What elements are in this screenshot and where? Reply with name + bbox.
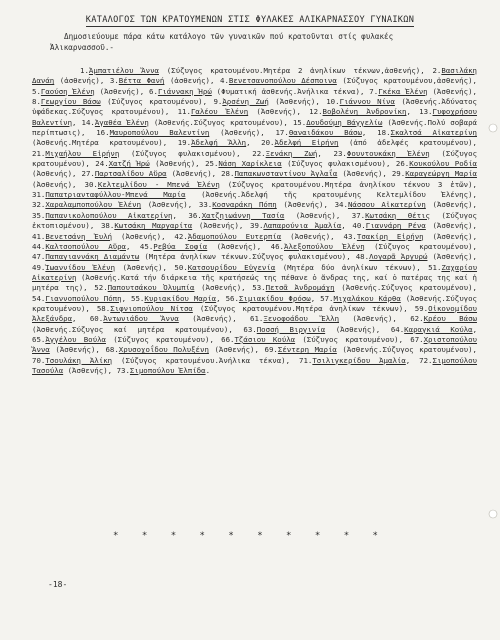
entry-note: (Σύζυγος κρατουμένου.Μητέρα ἀνηλίκων τέκνων) bbox=[192, 303, 404, 313]
entry-number: 63. bbox=[243, 324, 257, 334]
entry-name: Χατζηιωάννη Τασία bbox=[201, 210, 285, 220]
entry-name: Ἀντωνιάδου Ἄννα bbox=[103, 314, 179, 324]
entry-name: Κωτσάκη Θέτις bbox=[365, 210, 430, 220]
list-item: 33.Κοσναράκη Πόπη (Ἀσθενής), bbox=[198, 200, 335, 210]
entry-name: Καραγκιά Κούλα bbox=[404, 324, 473, 334]
entry-name: Κρέου Βάσω bbox=[423, 314, 477, 324]
entry-number: 23. bbox=[333, 148, 347, 158]
entry-name: Τζάσιου Κούλα bbox=[234, 334, 296, 344]
entry-name: Σιφνιοπούλου Νίτσα bbox=[110, 303, 193, 313]
entry-number: 30. bbox=[84, 179, 98, 189]
entry-number: 56. bbox=[225, 293, 239, 303]
entry-note: (Σύζυγος φυλακισμένου) bbox=[119, 148, 237, 158]
list-item: 39.Λαπαρούνια Ἀμαλία, bbox=[250, 221, 353, 231]
entry-number: 22. bbox=[252, 148, 266, 158]
entry-name: Νάση Χαρίκλεια bbox=[218, 159, 282, 169]
entry-number: 41. bbox=[32, 231, 46, 241]
entry-number: 27. bbox=[81, 169, 95, 179]
list-item: 2.Βασιλάκη Δανάη (ἀσθενής), bbox=[32, 66, 477, 86]
entry-number: 15. bbox=[292, 117, 307, 127]
entry-note: (Σύζυγος κρατουμένου) bbox=[32, 148, 478, 169]
list-item: 38.Κωτσάκη Μαργαρίτα (Ἀσθενής), bbox=[100, 221, 251, 231]
entry-name: Βενετσάνη Ἐυλή bbox=[45, 231, 113, 241]
entry-note: (Ἀσθενής) bbox=[427, 252, 473, 262]
list-item: 35.Παπανικολοπούλου Αἰκατερίνη, bbox=[32, 210, 189, 220]
list-item: 24.Χατζή Ἡρώ (Ἀσθενής), bbox=[95, 159, 206, 169]
entry-number: 19. bbox=[177, 138, 192, 148]
entry-name: Σιμοπούλου Ἐλπίδα bbox=[129, 365, 206, 375]
entry-name: Σέντερη Μαρία bbox=[277, 345, 337, 355]
entry-number: 32. bbox=[32, 200, 46, 210]
list-item: 14.Ἀγαθέα Ἑλένη (Ἀσθενής.Σύζυγος κρατουμένου), bbox=[81, 117, 293, 127]
entry-number: 14. bbox=[81, 117, 95, 127]
entry-name: Κυριακίδου Μαρία bbox=[144, 293, 217, 303]
list-item: 44.Καλτσοπούλου Αὔρα, bbox=[32, 241, 140, 251]
list-item: 54.Γιαννοπούλου Πόπη, bbox=[32, 293, 132, 303]
entry-note: (Ἀσθενής) bbox=[268, 97, 316, 107]
list-item: 19.Ἀδελφή Ἄλλη, bbox=[177, 138, 262, 148]
entry-number: 17. bbox=[275, 128, 289, 138]
list-item: 25.Νάση Χαρίκλεια (Σύζυγος φυλακισμένου), bbox=[205, 159, 396, 169]
entry-note: (Ἀσθενής) bbox=[94, 86, 140, 96]
entry-note: (Ἀσθενής) bbox=[32, 169, 73, 179]
list-item: 32.Χαραλαμποπούλου Ἑλένη (Ἀσθενής), bbox=[32, 200, 199, 210]
entry-number: 39. bbox=[250, 221, 264, 231]
entry-name: Σιμιακίδου Φρόσω bbox=[238, 293, 311, 303]
list-item: 65.Ἀγγέλου Βούλα (Σύζυγος κρατουμένου), bbox=[32, 334, 222, 344]
entry-number: 61. bbox=[250, 314, 264, 324]
entry-note: (Μητέρα δύο ἀνηλίκων τέκνων) bbox=[275, 262, 417, 272]
list-item: 36.Χατζηιωάννη Τασία (Ἀσθενής), bbox=[188, 210, 352, 220]
entry-note: (Σύζυγος κρατουμένου) bbox=[364, 241, 473, 251]
entry-name: Κατσουρίδου Εὐγενία bbox=[187, 262, 276, 272]
entry-name: Τσακίρη Εἰρήνη bbox=[356, 231, 424, 241]
list-item: 60.Ἀντωνιάδου Ἄννα (Ἀσθενής), bbox=[89, 314, 251, 324]
entry-number: 57. bbox=[320, 293, 334, 303]
list-item: 27.Παρτσαλίδου Αὔρα (Ἀσθενής), bbox=[81, 169, 222, 179]
list-item: 30.Κελτεμλίδου - Μπενά Ἑλένη (Σύζυγος κρατουμένου.Μητέρα ἀνηλίκου τέκνου 3 ἐτῶν), bbox=[84, 179, 477, 189]
entry-name: Πετσᾶ Ἀνδρομάχη bbox=[265, 283, 335, 293]
entry-number: 45. bbox=[139, 241, 154, 251]
entry-name: Ἀδαμοπούλου Ευτερπία bbox=[187, 231, 282, 241]
entry-note: (Ἀσθενής) bbox=[425, 200, 473, 210]
list-item: 57.Μιχαλάκου Κάρθα (Ἀσθενής.Σύζυγος κρατουμένου), bbox=[32, 293, 477, 313]
entry-number: 3. bbox=[109, 76, 119, 86]
entry-name: Ἰωαννίδου Ἑλένη bbox=[45, 262, 116, 272]
entry-number: 38. bbox=[100, 221, 115, 231]
entry-name: Ἀγγέλου Βούλα bbox=[45, 334, 106, 344]
entry-number: 20. bbox=[261, 138, 275, 148]
entry-name: Κουκούλου Ροδία bbox=[409, 159, 477, 169]
entry-name: Κελτεμλίδου - Μπενά Ἑλένη bbox=[97, 179, 220, 189]
list-item: 12.Βοβολένη Ἀνδρονίκη, bbox=[309, 107, 420, 117]
entry-name: Γιάννου Νίνα bbox=[339, 97, 395, 107]
entry-name: Ζαχαρίου Αἰκατερίνη bbox=[32, 262, 478, 282]
entry-note: (Ἀσθενής.Σύζυγος κρατουμένου) bbox=[148, 117, 284, 127]
list-item: 47.Παπαγιαννάκη Διαμάντω (Μητέρα ἀνηλίκων τέκνων.Σύζυγος φυλακισμένου), bbox=[32, 252, 356, 262]
entry-name: Καλτσοπούλου Αὔρα bbox=[45, 241, 127, 251]
entry-name: Παπατριανταφύλλου-Μπενά Μαρία bbox=[45, 190, 186, 200]
entry-number: 47. bbox=[32, 252, 46, 262]
list-item: 41.Βενετσάνη Ἐυλή (Ἀσθενής), bbox=[32, 231, 175, 241]
list-item: 68.Χρυσοχοΐδου Πολυξένη (Ἀσθενής), bbox=[105, 345, 265, 355]
entry-number: 44. bbox=[32, 241, 46, 251]
list-item: 23.Φουντουκάκη Ἑλένη (Σύζυγος κρατουμένου), bbox=[32, 148, 478, 169]
list-item: 16.Μαυροπούλου Βαλεντίνη (Ἀσθενής), bbox=[96, 128, 276, 138]
entry-note: (Σύζυγος φυλακισμένου) bbox=[281, 159, 387, 169]
entry-number: 64. bbox=[390, 324, 405, 334]
list-item: 67.Χριστοπούλου Ἄννα (Ἀσθενής), bbox=[32, 334, 478, 355]
list-item: 28.Παπακωνσταντίνου Ἀγλαΐα (Ἀσθενής), bbox=[221, 169, 392, 179]
entry-number: 73. bbox=[116, 365, 130, 375]
list-item: 4.Βενετσανοπούλου Δέσποινα (Σύζυγος κρατουμένου,ἀσθενής), bbox=[220, 76, 477, 86]
entry-number: 8. bbox=[32, 97, 41, 107]
entry-number: 46. bbox=[270, 241, 284, 251]
entry-name: Βασιλάκη Δανάη bbox=[32, 66, 477, 86]
entry-note: (Ἀσθενής) bbox=[63, 365, 108, 375]
entry-number: 72. bbox=[419, 355, 433, 365]
entry-note: (ἀσθενής) bbox=[54, 76, 100, 86]
entry-name: Ἀγαθέα Ἑλένη bbox=[94, 117, 149, 127]
entry-note: (Ἀσθενής) bbox=[49, 345, 96, 355]
entry-note: (Σύζυγος κρατουμένου.Μητέρα ἀνηλίκου τέκνου 3 ἐτῶν) bbox=[219, 179, 473, 189]
entry-number: 5. bbox=[32, 86, 41, 96]
list-item: 5.Γαούση Ἑλένη (Ἀσθενής), bbox=[32, 86, 150, 96]
entry-number: 69. bbox=[264, 345, 278, 355]
entry-note: (Ἀσθενής.Πολύ σοβαρά περίπτωσις) bbox=[32, 117, 477, 138]
entry-name: Γαούση Ἑλένη bbox=[40, 86, 95, 96]
entry-note: (Σύζυγος ἐκτοπισμένου) bbox=[32, 210, 477, 231]
list-item: 64.Καραγκιά Κούλα, bbox=[390, 324, 478, 334]
list-item: 7.Γκέκα Ἑλένη (Ἀσθενής), bbox=[369, 86, 477, 96]
entry-number: 10. bbox=[326, 97, 340, 107]
entry-number: 36. bbox=[188, 210, 202, 220]
entry-number: 16. bbox=[96, 128, 110, 138]
entry-name: Χρυσοχοΐδου Πολυξένη bbox=[118, 345, 209, 355]
entry-note: (Ἀσθενής) bbox=[423, 231, 473, 241]
entry-note: (Ἀσθενής) bbox=[284, 210, 336, 220]
list-item: 9.Ἀρσένη Ζωή (Ἀσθενής), bbox=[213, 97, 327, 107]
entry-note: (Ἀσθενής) bbox=[276, 200, 324, 210]
entry-name: Ἀρσένη Ζωή bbox=[222, 97, 269, 107]
entry-name: Γιάννακη Ἡρώ bbox=[157, 86, 212, 96]
entry-number: 59. bbox=[414, 303, 429, 313]
entry-number: 68. bbox=[105, 345, 119, 355]
entry-number: 34. bbox=[334, 200, 348, 210]
entry-name: Ἀδελφή Ἄλλη bbox=[191, 138, 247, 148]
entry-note: (Σύζυγος κρατουμένου) bbox=[100, 97, 203, 107]
entry-number: 18. bbox=[377, 128, 391, 138]
entry-note: (Ἀσθενής.Σύζυγος κρατουμένου) bbox=[334, 283, 473, 293]
list-item: 51.Ζαχαρίου Αἰκατερίνη (Ἀσθενής.Κατά τήν διάρκεια τῆς κρατήσεώς της πέθανε ὁ ἄνδρας της, καί ὁ πατέρας της καί ἡ μητέρα της), bbox=[32, 262, 478, 293]
list-item: 58.Σιφνιοπούλου Νίτσα (Σύζυγος κρατουμένου.Μητέρα ἀνηλίκων τέκνων), bbox=[96, 303, 415, 313]
list-item: 3.Βέττα Φανή (ἀσθενής), bbox=[109, 76, 221, 86]
list-item: 18.Σκαλτσά Αἰκατερίνη (Ἀσθενής.Μητέρα κρατουμένου), bbox=[32, 128, 477, 148]
list-item: 1.Ἀμπατιέλου Ἄννα (Σύζυγος κρατουμένου.Μητέρα 2 ἀνηλίκων τέκνων,ἀσθενής), bbox=[80, 66, 433, 75]
entry-number: 1. bbox=[80, 66, 89, 75]
entry-number: 11. bbox=[177, 107, 191, 117]
entry-note: (Ἀσθενής.Σύζυγος καί μητέρα κρατουμένου) bbox=[32, 324, 229, 334]
list-item: 15.Δουδούμη Βάγγελίω (Ἀσθενής.Πολύ σοβαρά περίπτωσις), bbox=[32, 117, 477, 138]
entry-name: Μιχαήλου Εἰρήνη bbox=[45, 148, 120, 158]
list-item: 37.Κωτσάκη Θέτις (Σύζυγος ἐκτοπισμένου), bbox=[32, 210, 477, 231]
entry-number: 13. bbox=[419, 107, 433, 117]
stars-divider: * * * * * * * * * * bbox=[113, 531, 387, 541]
entry-number: 70. bbox=[32, 355, 46, 365]
entry-number: 29. bbox=[391, 169, 406, 179]
entry-number: 21. bbox=[32, 148, 46, 158]
entry-note: (Σύζυγος κρατουμένου) bbox=[295, 334, 399, 344]
entry-number: 4. bbox=[220, 76, 229, 86]
list-item: 42.Ἀδαμοπούλου Ευτερπία (Ἀσθενής), bbox=[174, 231, 344, 241]
entry-number: 9. bbox=[213, 97, 223, 107]
list-item: 56.Σιμιακίδου Φρόσω, bbox=[225, 293, 321, 303]
entry-note: (ἀσθενής) bbox=[164, 76, 210, 86]
entry-name: Παπακωνσταντίνου Ἀγλαΐα bbox=[234, 169, 338, 179]
entry-number: 33. bbox=[198, 200, 213, 210]
entry-note: (Ἀσθενής) bbox=[112, 231, 162, 241]
entry-number: 37. bbox=[351, 210, 366, 220]
list-item: 73.Σιμοπούλου Ἐλπίδα. bbox=[116, 365, 211, 375]
entry-name: Γεωργίου Βάσω bbox=[40, 97, 101, 107]
entry-number: 7. bbox=[369, 86, 379, 96]
entry-name: Παπουτσάκου Ὀλυμπία bbox=[107, 283, 195, 293]
entry-number: 2. bbox=[432, 66, 442, 75]
entry-number: 54. bbox=[32, 293, 46, 303]
list-item: 26.Κουκούλου Ροδία (Ἀσθενής), bbox=[32, 159, 477, 179]
entry-name: Ξενοφοάδου Ἔλλη bbox=[263, 314, 340, 324]
entry-name: Γαλέου Ἑλένη bbox=[190, 107, 249, 117]
entry-note: (Ἀσθενής) bbox=[141, 200, 188, 210]
entry-name: Ποσσή Βιργινία bbox=[256, 324, 326, 334]
entry-name: Γιαννάρη Ρένα bbox=[365, 221, 426, 231]
entry-note: (Ἀσθενής) bbox=[281, 231, 331, 241]
page-number: -18- bbox=[48, 580, 68, 589]
list-item: 17.Θαναιδάκου Βάσω, bbox=[275, 128, 378, 138]
list-item: 71.Τσιλιγκερίδου Ἀμαλία, bbox=[299, 355, 420, 365]
entry-note: (Ἀσθενής) bbox=[192, 221, 239, 231]
list-item: 31.Παπατριανταφύλλου-Μπενά Μαρία (Ἀσθενής.Ἀδελφή τῆς κρατουμένης Κελτεμλίδου Ἑλένης), bbox=[32, 190, 477, 200]
entry-name: Νάσσου Αἰκατερίνη bbox=[347, 200, 426, 210]
list-item: 53.Πετσᾶ Ἀνδρομάχη (Ἀσθενής.Σύζυγος κρατουμένου), bbox=[252, 283, 477, 293]
entry-number: 65. bbox=[32, 334, 46, 344]
document-title bbox=[0, 15, 500, 25]
list-item: 62.Κρέου Βάσω (Ἀσθενής.Σύζυγος καί μητέρα κρατουμένου), bbox=[32, 314, 477, 334]
entry-number: 50. bbox=[174, 262, 188, 272]
list-item: 10.Γιάννου Νίνα (Ἀσθενής.Ἀδύνατος ὑφάδεκας.Σύζυγος κρατουμένου), bbox=[32, 97, 478, 117]
list-item: 13.Γυφοχρήσου Βαλεντίνη, bbox=[32, 107, 478, 127]
list-item: 22.Ξενάκη Ζωή, bbox=[252, 148, 334, 158]
entry-number: 43. bbox=[343, 231, 357, 241]
entry-name: Τσουλάκη Ἀλίκη bbox=[45, 355, 113, 365]
entry-note: (Ἀσθενής.Μητέρα κρατουμένου) bbox=[32, 138, 163, 148]
entry-note: (Ἀσθενής.Σύζυγος κρατουμένου) bbox=[32, 293, 477, 313]
entry-name: Παπανικολοπούλου Αἰκατερίνη bbox=[45, 210, 173, 220]
entry-name: Δουδούμη Βάγγελίω bbox=[306, 117, 383, 127]
entry-number: 12. bbox=[309, 107, 323, 117]
list-item: 72.Σιμοπούλου Τασούλα (Ἀσθενής), bbox=[32, 355, 478, 375]
list-item: 55.Κυριακίδου Μαρία, bbox=[131, 293, 226, 303]
entry-number: 31. bbox=[32, 190, 46, 200]
entry-number: 42. bbox=[174, 231, 188, 241]
entry-name: Ἀδελφή Εἰρήνη bbox=[274, 138, 339, 148]
entry-note: (Ἀσθενής) bbox=[425, 221, 473, 231]
list-item: 6.Γιάννακη Ἡρώ (Φυματική ἀσθενής.Ἀνήλικα τέκνα), bbox=[149, 86, 370, 96]
list-item: 59.Οἰκονομίδου Ἀλεξάνδρα, bbox=[32, 303, 478, 324]
entry-note: (Ἀσθενής) bbox=[194, 283, 242, 293]
entry-note: (Ἀσθενής.Ἀδύνατος ὑφάδεκας.Σύζυγος κρατουμένου) bbox=[32, 97, 478, 117]
entry-name: Χατζή Ἡρώ bbox=[108, 159, 150, 169]
entry-note: (Σύζυγος κρατουμένου,ἀσθενής) bbox=[336, 76, 473, 86]
entry-number: 48. bbox=[355, 252, 370, 262]
list-item: 63.Ποσσή Βιργινία (Ἀσθενής), bbox=[243, 324, 391, 334]
entry-name: Μαυροπούλου Βαλεντίνη bbox=[109, 128, 210, 138]
list-item: 46.Ἀλεξοπούλου Ἑλένη (Σύζυγος κρατουμένου), bbox=[270, 241, 477, 251]
entry-note: (Σύζυγος κρατουμένου.Ἀνήλικα τέκνα) bbox=[112, 355, 286, 365]
list-item: 34.Νάσσου Αἰκατερίνη (Ἀσθενής), bbox=[334, 200, 477, 210]
document-title-text: ΚΑΤΑΛΟΓΟΣ ΤΩΝ ΚΡΑΤΟΥΜΕΝΩΝ ΣΤΙΣ ΦΥΛΑΚΕΣ ΑΛΙΚΑΡΝΑΣΣΟΥ ΓΥΝΑΙΚΩΝ bbox=[85, 15, 415, 25]
entry-note: (Ἀσθενής) bbox=[178, 314, 233, 324]
prisoner-list bbox=[32, 66, 477, 376]
list-item: 50.Κατσουρίδου Εὐγενία (Μητέρα δύο ἀνηλίκων τέκνων), bbox=[174, 262, 429, 272]
entry-note: (Φυματική ἀσθενής.Ἀνήλικα τέκνα) bbox=[211, 86, 360, 96]
entry-number: 71. bbox=[299, 355, 313, 365]
entry-note: (Ἀσθενής) bbox=[208, 345, 255, 355]
entry-name: Λογαρᾶ Ἀργυρώ bbox=[369, 252, 428, 262]
list-item: 21.Μιχαήλου Εἰρήνη (Σύζυγος φυλακισμένου), bbox=[32, 148, 253, 158]
entry-name: Κοσναράκη Πόπη bbox=[212, 200, 277, 210]
list-item: 40.Γιαννάρη Ρένα (Ἀσθενής), bbox=[352, 221, 477, 231]
list-item: 45.Ρεβύα Σοφία (Ἀσθενής), bbox=[139, 241, 271, 251]
entry-name: Ξενάκη Ζωή bbox=[265, 148, 318, 158]
entry-name: Χριστοπούλου Ἄννα bbox=[32, 334, 478, 355]
list-item: 43.Τσακίρη Εἰρήνη (Ἀσθενής), bbox=[343, 231, 478, 241]
entry-note: (Μητέρα ἀνηλίκων τέκνων.Σύζυγος φυλακισμένου) bbox=[139, 252, 347, 262]
entry-note: (Ἀσθενής) bbox=[32, 179, 73, 189]
entry-note: (Ἀσθενής) bbox=[339, 314, 393, 324]
entry-number: 67. bbox=[410, 334, 424, 344]
entry-name: Βέττα Φανή bbox=[118, 76, 165, 86]
entry-note: (ἀπό ἀδελφές κρατουμένου) bbox=[338, 138, 473, 148]
list-item: 11.Γαλέου Ἑλένη (Ἀσθενής), bbox=[177, 107, 310, 117]
entry-name: Παπαγιαννάκη Διαμάντω bbox=[45, 252, 140, 262]
entry-number: 55. bbox=[131, 293, 145, 303]
list-item: 70.Τσουλάκη Ἀλίκη (Σύζυγος κρατουμένου.Ἀνήλικα τέκνα), bbox=[32, 355, 299, 365]
entry-number: 51. bbox=[428, 262, 442, 272]
list-item: 69.Σέντερη Μαρία (Ἀσθενής.Σύζυγος κρατουμένου), bbox=[264, 345, 477, 355]
entry-number: 49. bbox=[32, 262, 46, 272]
entry-number: 40. bbox=[352, 221, 366, 231]
entry-note: (Ἀσθενής.Κατά τήν διάρκεια τῆς κρατήσεώς της πέθανε ὁ ἄνδρας της, καί ὁ πατέρας της καί ἡ μητέρα της) bbox=[32, 272, 477, 293]
entry-note: (Ἀσθενής) bbox=[166, 169, 212, 179]
entry-name: Γιαννοπούλου Πόπη bbox=[45, 293, 122, 303]
entry-number: 53. bbox=[252, 283, 266, 293]
list-item: 29.Καραγεώργη Μαρία (Ἀσθενής), bbox=[32, 169, 477, 189]
entry-number: 60. bbox=[89, 314, 104, 324]
list-item: 48.Λογαρᾶ Ἀργυρώ (Ἀσθενής), bbox=[355, 252, 477, 262]
entry-name: Καραγεώργη Μαρία bbox=[405, 169, 477, 179]
entry-name: Λαπαρούνια Ἀμαλία bbox=[263, 221, 342, 231]
list-item: 49.Ἰωαννίδου Ἑλένη (Ἀσθενής), bbox=[32, 262, 175, 272]
entry-number: 28. bbox=[221, 169, 235, 179]
entry-number: 58. bbox=[96, 303, 111, 313]
entry-note: (Ἀσθενής) bbox=[115, 262, 163, 272]
entry-name: Παρτσαλίδου Αὔρα bbox=[94, 169, 167, 179]
entry-name: Θαναιδάκου Βάσω bbox=[288, 128, 362, 138]
entry-number: 6. bbox=[149, 86, 158, 96]
entry-note: (Ἀσθενής) bbox=[325, 324, 376, 334]
entry-name: Χαραλαμποπούλου Ἑλένη bbox=[45, 200, 142, 210]
entry-note: (Ἀσθενής) bbox=[149, 159, 196, 169]
entry-name: Μιχαλάκου Κάρθα bbox=[333, 293, 401, 303]
entry-number: 35. bbox=[32, 210, 46, 220]
entry-name: Βοβολένη Ἀνδρονίκη bbox=[322, 107, 407, 117]
list-item: 20.Ἀδελφή Εἰρήνη (ἀπό ἀδελφές κρατουμένου), bbox=[261, 138, 477, 148]
entry-name: Σκαλτσά Αἰκατερίνη bbox=[390, 128, 477, 138]
entry-note: (Ἀσθενής) bbox=[337, 169, 383, 179]
list-item: 8.Γεωργίου Βάσω (Σύζυγος κρατουμένου), bbox=[32, 97, 214, 107]
entry-name: Ἀλεξοπούλου Ἑλένη bbox=[284, 241, 365, 251]
entry-note: (Ἀσθενής.Σύζυγος κρατουμένου) bbox=[336, 345, 473, 355]
entry-number: 24. bbox=[95, 159, 109, 169]
entry-name: Σιμοπούλου Τασούλα bbox=[32, 355, 478, 375]
list-item: 52.Παπουτσάκου Ὀλυμπία (Ἀσθενής), bbox=[94, 283, 253, 293]
list-item: 66.Τζάσιου Κούλα (Σύζυγος κρατουμένου), bbox=[221, 334, 411, 344]
entry-note: (Ἀσθενής.Ἀδελφή τῆς κρατουμένης Κελτεμλίδου Ἑλένης) bbox=[185, 190, 473, 200]
entry-note: (Ἀσθενής) bbox=[207, 241, 257, 251]
entry-number: 66. bbox=[221, 334, 235, 344]
entry-name: Οἰκονομίδου Ἀλεξάνδρα bbox=[32, 303, 478, 324]
entry-name: Κωτσάκη Μαργαρίτα bbox=[114, 221, 193, 231]
entry-note: (Ἀσθενής) bbox=[209, 128, 261, 138]
entry-name: Φουντουκάκη Ἑλένη bbox=[346, 148, 430, 158]
entry-note: (Ἀσθενής) bbox=[248, 107, 297, 117]
entry-name: Γυφοχρήσου Βαλεντίνη bbox=[32, 107, 478, 127]
entry-name: Τσιλιγκερίδου Ἀμαλία bbox=[312, 355, 406, 365]
intro-paragraph: Δημοσιεύουμε πάρα κάτω κατάλογο τῶν γυναικῶν πού κρατοῦνται στίς φυλακές Ἁλικαρνασσοῦ.- bbox=[50, 32, 394, 52]
entry-note: (Σύζυγος κρατουμένου) bbox=[105, 334, 210, 344]
list-item: 61.Ξενοφοάδου Ἔλλη (Ἀσθενής), bbox=[250, 314, 411, 324]
entry-name: Ἀμπατιέλου Ἄννα bbox=[88, 66, 159, 75]
entry-number: 26. bbox=[395, 159, 410, 169]
entry-name: Βενετσανοπούλου Δέσποινα bbox=[228, 76, 337, 86]
entry-name: Ρεβύα Σοφία bbox=[153, 241, 208, 251]
entry-note: (Σύζυγος κρατουμένου.Μητέρα 2 ἀνηλίκων τέκνων,ἀσθενής) bbox=[158, 66, 421, 75]
entry-number: 52. bbox=[94, 283, 108, 293]
entry-note: (Ἀσθενής) bbox=[427, 86, 473, 96]
entry-number: 25. bbox=[205, 159, 219, 169]
entry-name: Γκέκα Ἑλένη bbox=[378, 86, 428, 96]
entry-number: 62. bbox=[410, 314, 424, 324]
